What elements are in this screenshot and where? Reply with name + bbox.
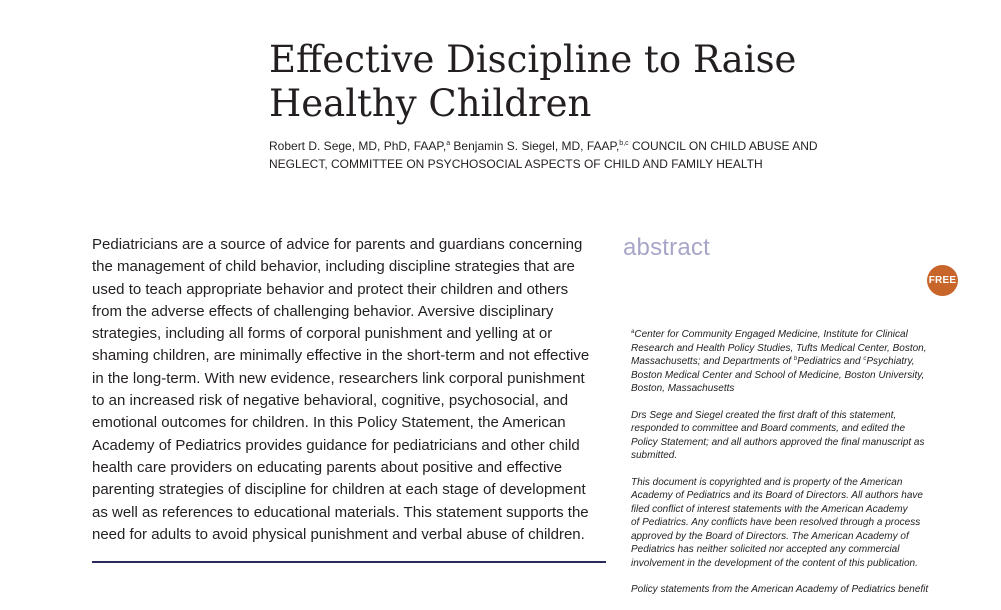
author-name: Benjamin S. Siegel, MD, FAAP, [450, 139, 620, 153]
abstract-divider [92, 561, 606, 563]
abstract-line: the management of child behavior, including discipline strategies that are [92, 258, 575, 276]
abstract-line: as well as references to educational materials. This statement supports the [92, 503, 589, 521]
contributions-note [631, 409, 951, 463]
note-text: Pediatrics and [797, 356, 864, 367]
abstract-line: used to teach appropriate behavior and protect their children and others [92, 280, 569, 298]
article-title [269, 38, 889, 126]
abstract-line: to an increased risk of negative behavioral, cognitive, psychosocial, and [92, 392, 569, 410]
note-line: Drs Sege and Siegel created the first draft of this statement, [631, 409, 897, 421]
abstract-line: strategies, including all forms of corporal punishment and yelling at or [92, 325, 553, 343]
note-line: responded to committee and Board comments, and edited the [631, 423, 906, 434]
abstract-line: emotional outcomes for children. In this Policy Statement, the American [92, 414, 566, 432]
abstract-heading: abstract [623, 234, 710, 261]
abstract-line: parenting strategies of discipline for children at each stage of development [92, 481, 586, 499]
note-line: involvement in the development of the content of this publication. [631, 557, 918, 569]
abstract-line: in the long-term. With new evidence, researchers link corporal punishment [92, 369, 585, 387]
note-line [631, 355, 951, 369]
affiliation-marker: c [863, 356, 867, 362]
affiliation-marker: a [446, 140, 451, 147]
abstract-line: Pediatricians are a source of advice for parents and guardians concerning [92, 236, 583, 253]
note-line: Policy statements from the American Academy of Pediatrics benefit [631, 584, 929, 595]
note-line: Academy of Pediatrics and its Board of Directors. All authors have [631, 490, 923, 501]
policy-note [631, 583, 951, 597]
abstract-line: Academy of Pediatrics provides guidance for pediatricians and other child [92, 436, 580, 454]
title-line: Healthy Children [269, 82, 592, 125]
note-text: Massachusetts; and Departments of [631, 356, 794, 367]
note-text: Center for Community Engaged Medicine, Institute for Clinical [634, 329, 908, 340]
note-line: Boston, Massachusetts [631, 383, 735, 394]
committee-name: COUNCIL ON CHILD ABUSE AND [628, 139, 818, 153]
note-line: Pediatrics has neither solicited nor accepted any commercial [631, 544, 900, 555]
author-list [269, 137, 829, 173]
note-line: Research and Health Policy Studies, Tufts Medical Center, Boston, [631, 342, 927, 354]
affiliation-marker: a [631, 329, 635, 335]
note-line: This document is copyrighted and is property of the American [631, 476, 903, 488]
affiliation-marker: b,c [619, 140, 629, 147]
abstract-line: shaming children, are minimally effective in the short-term and not effective [92, 347, 590, 365]
note-line: approved by the Board of Directors. The American Academy of [631, 530, 909, 542]
abstract-body [92, 234, 607, 546]
article-notes-sidebar [631, 328, 951, 610]
abstract-line: need for adults to avoid physical punishment and verbal abuse of children. [92, 525, 585, 543]
title-line: Effective Discipline to Raise [269, 38, 797, 81]
abstract-line: from the adverse effects of challenging behavior. Aversive disciplinary [92, 302, 554, 320]
author-line: NEGLECT, COMMITTEE ON PSYCHOSOCIAL ASPECTS OF CHILD AND FAMILY HEALTH [269, 157, 763, 171]
abstract-line: health care providers on educating parents about positive and effective [92, 458, 563, 476]
author-name: Robert D. Sege, MD, PhD, FAAP, [269, 139, 447, 153]
note-line: of Pediatrics. Any conflicts have been resolved through a process [631, 517, 921, 528]
copyright-note [631, 476, 951, 571]
affiliations-note [631, 328, 951, 396]
note-line: Policy Statement; and all authors approved the final manuscript as [631, 436, 925, 448]
note-line: filed conflict of interest statements with the American Academy [631, 503, 908, 515]
author-line [269, 137, 829, 155]
note-line: Boston Medical Center and School of Medicine, Boston University, [631, 369, 925, 381]
free-access-badge: FREE [927, 265, 958, 296]
note-line: submitted. [631, 450, 678, 461]
note-text: Psychiatry, [866, 356, 915, 367]
affiliation-marker: b [793, 356, 798, 362]
note-line [631, 328, 951, 342]
